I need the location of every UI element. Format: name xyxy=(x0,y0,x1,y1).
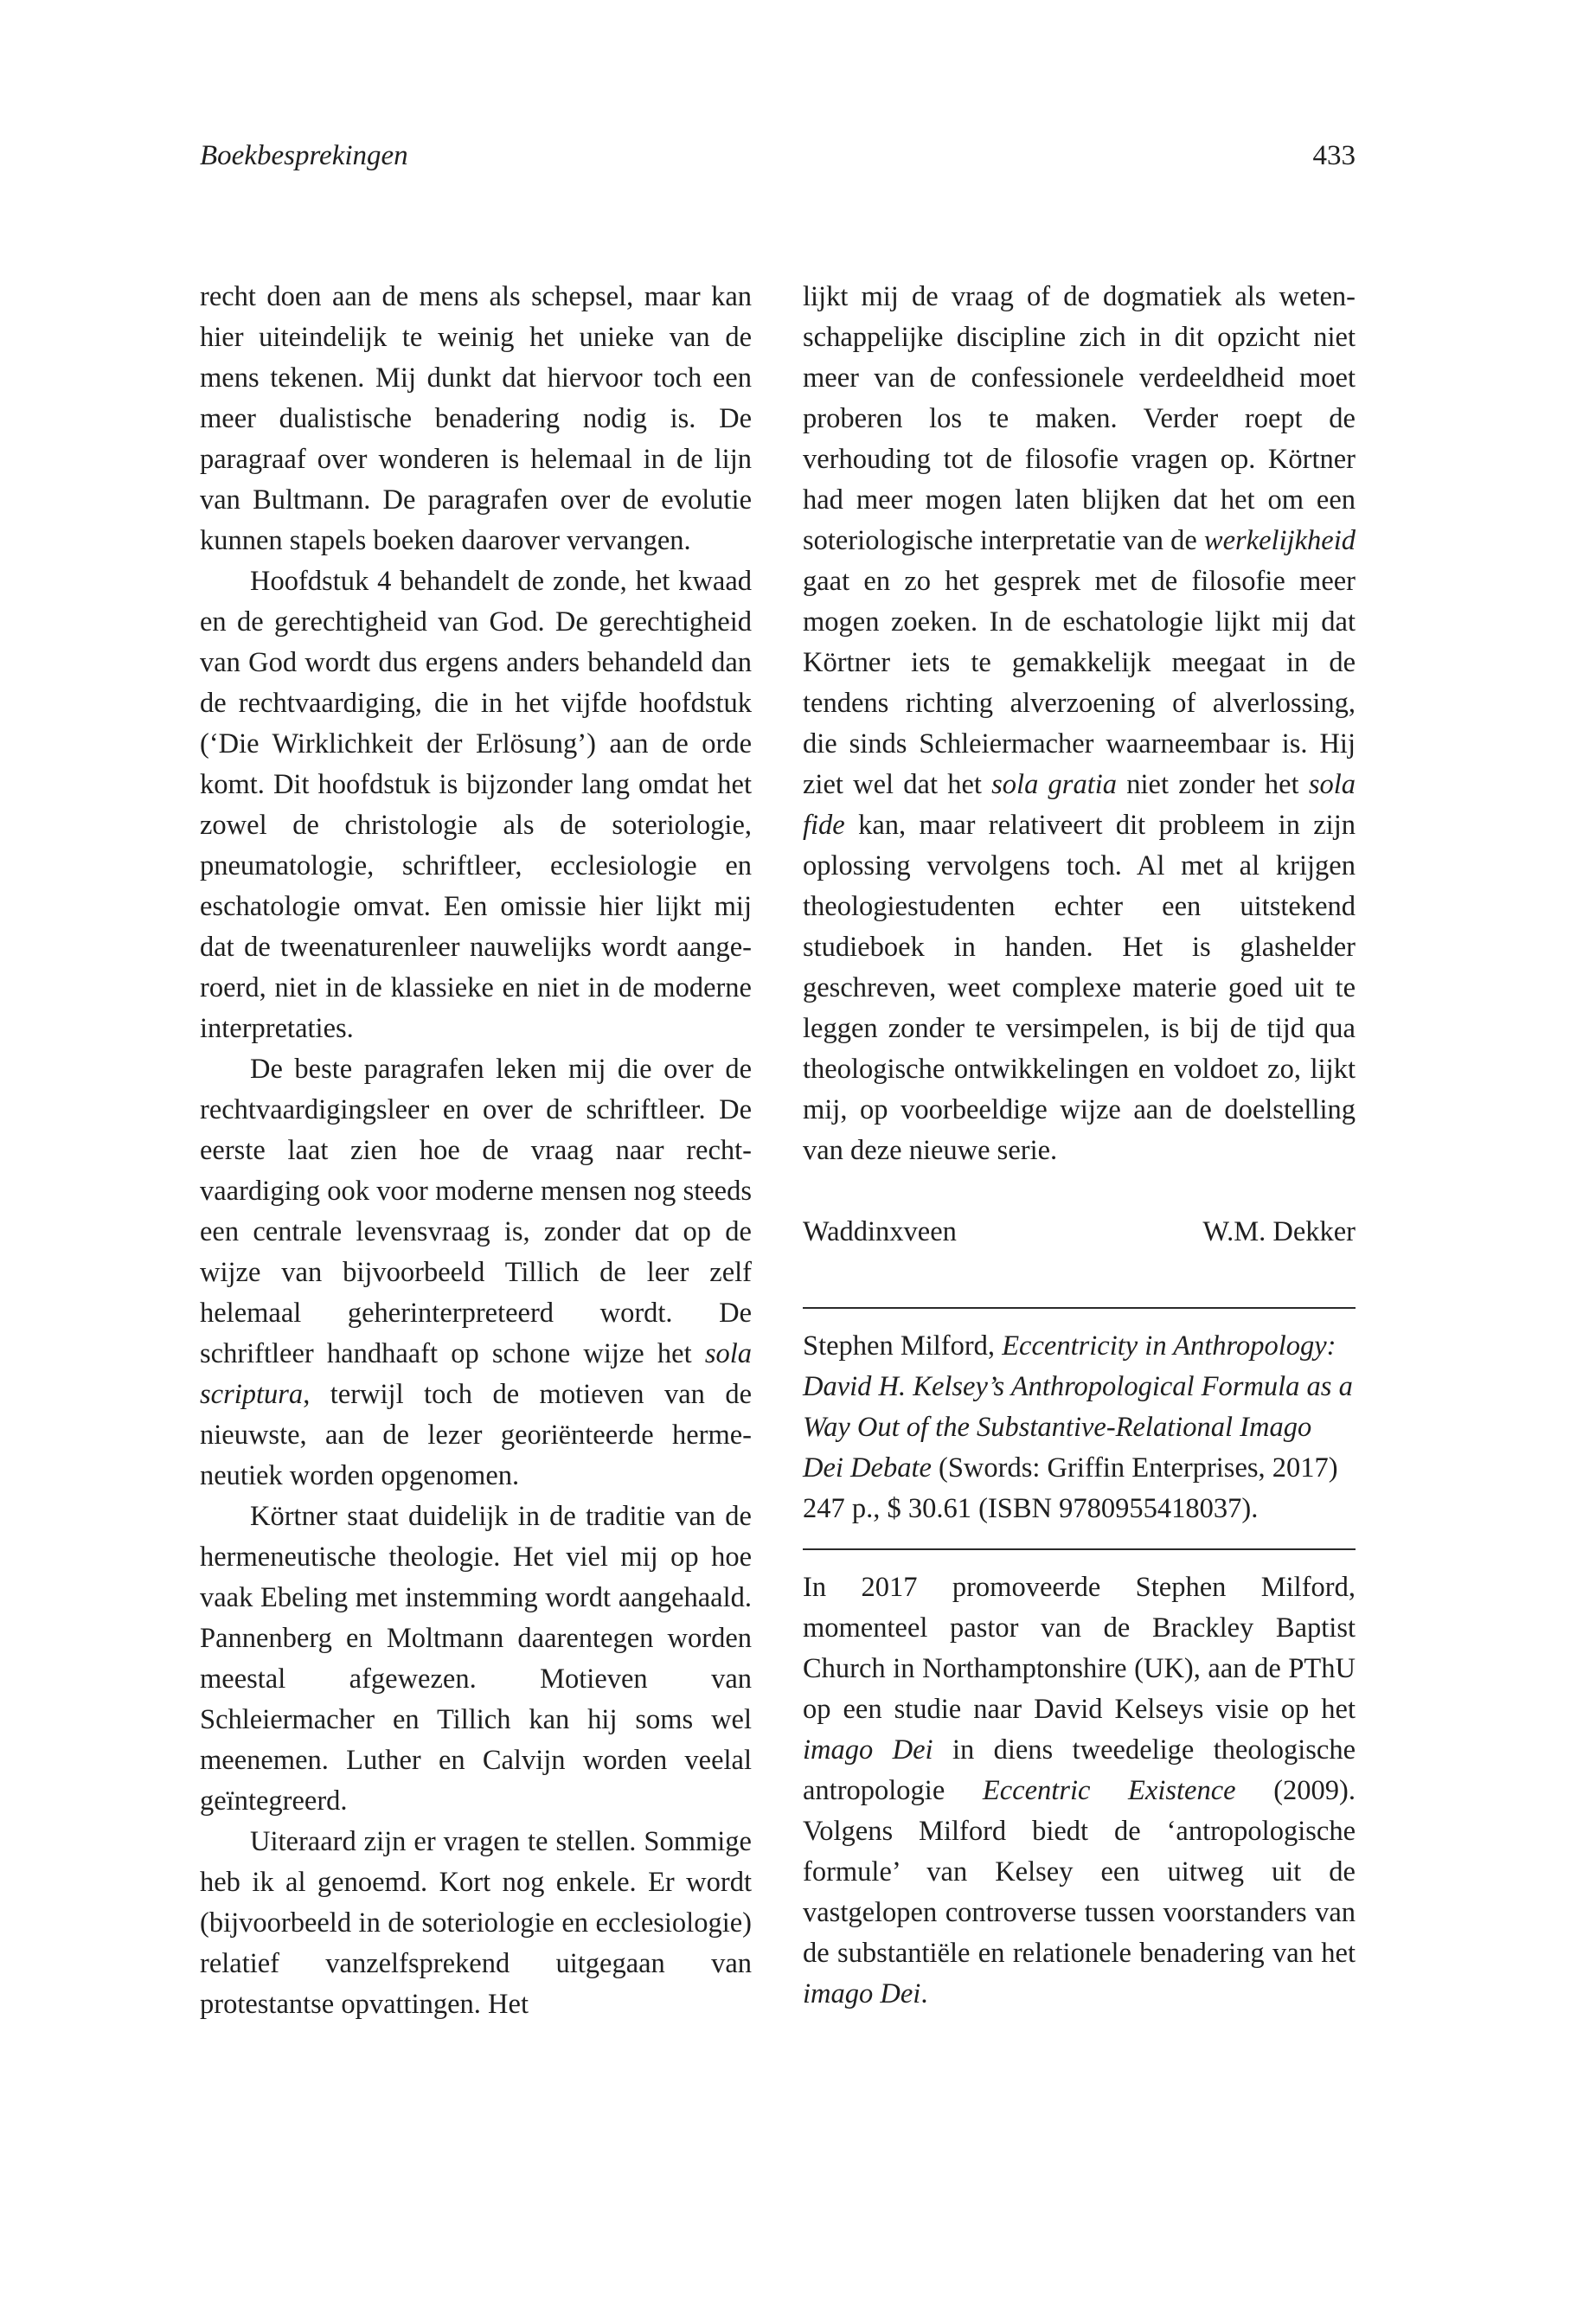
left-paragraph-4: Körtner staat duidelijk in de traditie van de hermeneutische theologie. Het viel mij op hoe vaak Ebeling met instemming wordt aangehaald. Pannenberg en Moltmann daarentegen worden meestal afgewezen. Motieven van Schleiermacher en Tillich kan hij soms wel meenemen. Luther en Calvijn worden veelal geïntegreerd. xyxy=(200,1501,752,1817)
italic-term: werkelijkheid xyxy=(1203,525,1356,556)
right-paragraph-1: lijkt mij de vraag of de dogmatiek als wetenschappelijke discipline zich in dit opzicht niet meer van de confessionele verdeeldheid moet proberen los te maken. Verder roept de verhouding tot de filosofie vragen op. Körtner had meer mogen laten blijken dat het om een soteriologische interpretatie van de werkelijkheid gaat en zo het gesprek met de filosofie meer mogen zoeken. In de eschatologie lijkt mij dat Körtner iets te gemakkelijk meegaat in de tendens richting alverzoening of alverlossing, die sinds Schleiermacher waarneembaar is. Hij ziet wel dat het sola gratia niet zonder het sola fide kan, maar relativeert dit probleem in zijn oplossing vervolgens toch. Al met al krijgen theologiestudenten echter een uitstekend studieboek in handen. Het is glashelder geschreven, weet complexe materie goed uit te leggen zonder te versimpelen, is bij de tijd qua theologische ontwikkelingen en voldoet zo, lijkt mij, op voorbeeldige wijze aan de doelstelling van deze nieuwe serie. xyxy=(803,281,1356,1166)
reviewer-name: W.M. Dekker xyxy=(1202,1216,1356,1247)
section-divider-top xyxy=(803,1307,1356,1309)
book-title: Eccentricity in Anthropology: David H. Kelsey’s Anthropological Formula as a Way Out of the Substantive-Relational Imago Dei Debate xyxy=(803,1330,1353,1484)
right-column xyxy=(803,277,1356,2015)
left-paragraph-2: Hoofdstuk 4 behandelt de zonde, het kwaad en de gerechtigheid van God. De gerechtigheid van God wordt dus ergens anders behandeld dan de rechtvaardiging, die in het vijfde hoofdstuk (‘Die Wirklichkeit der Erlösung’) aan de orde komt. Dit hoofdstuk is bijzonder lang omdat het zowel de christologie als de soteriologie, pneumatologie, schriftleer, ecclesiologie en eschatologie omvat. Een omissie hier lijkt mij dat de tweenaturenleer nauwelijks wordt aangeroerd, niet in de klassieke en niet in de moderne interpretaties. xyxy=(200,566,752,1044)
left-paragraph-3: De beste paragrafen leken mij die over de rechtvaardigingsleer en over de schriftleer. De eerste laat zien hoe de vraag naar rechtvaardiging ook voor moderne mensen nog steeds een centrale levensvraag is, zonder dat op de wijze van bijvoorbeeld Tillich de leer zelf helemaal geherinterpreteerd wordt. De schriftleer handhaaft op schone wijze het sola scriptura, terwijl toch de motieven van de nieuwste, aan de lezer georiënteerde hermeneutiek worden opgenomen. xyxy=(200,1054,752,1491)
running-title: Boekbesprekingen xyxy=(200,140,408,171)
left-paragraph-1: recht doen aan de mens als schepsel, maar kan hier uiteindelijk te weinig het unieke van de mens tekenen. Mij dunkt dat hiervoor toch een meer dualistische benadering nodig is. De paragraaf over wonderen is helemaal in de lijn van Bultmann. De paragrafen over de evolutie kunnen stapels boeken daarover vervangen. xyxy=(200,281,752,556)
italic-term: imago Dei xyxy=(803,1734,933,1766)
italic-term: sola gratia xyxy=(991,769,1118,800)
italic-term: Eccentric Existence xyxy=(982,1775,1236,1806)
italic-term: sola fide xyxy=(803,769,1356,841)
left-column xyxy=(200,277,752,2025)
page-number: 433 xyxy=(1312,140,1356,171)
italic-term: imago Dei xyxy=(803,1978,921,2009)
left-paragraph-5: Uiteraard zijn er vragen te stellen. Sommige heb ik al genoemd. Kort nog enkele. Er wordt (bijvoorbeeld in de soteriologie en ecclesiologie) relatief vanzelfsprekend uitgegaan van protestantse opvattingen. Het xyxy=(200,1826,752,2020)
italic-term: sola scriptura xyxy=(200,1338,752,1410)
reviewer-place: Waddinxveen xyxy=(803,1216,957,1247)
bibliographic-entry: Stephen Milford, Eccentricity in Anthropology: David H. Kelsey’s Anthropological Formula as a Way Out of the Substantive-Relational Imago Dei Debate (Swords: Griffin Enterprises, 2017) 247 p., $ 30.61 (ISBN 9780955418037). xyxy=(803,1330,1353,1524)
review-signoff xyxy=(803,1212,1356,1253)
running-head xyxy=(200,140,1356,178)
right-paragraph-2: In 2017 promoveerde Stephen Milford, momenteel pastor van de Brackley Baptist Church in Northamptonshire (UK), aan de PThU op een studie naar David Kelseys visie op het imago Dei in diens tweedelige theologische antropologie Eccentric Existence (2009). Volgens Milford biedt de ‘antropologische formule’ van Kelsey een uitweg uit de vastgelopen controverse tussen voorstanders van de substantiële en relationele benadering van het imago Dei. xyxy=(803,1572,1356,2009)
section-divider-bottom xyxy=(803,1548,1356,1550)
